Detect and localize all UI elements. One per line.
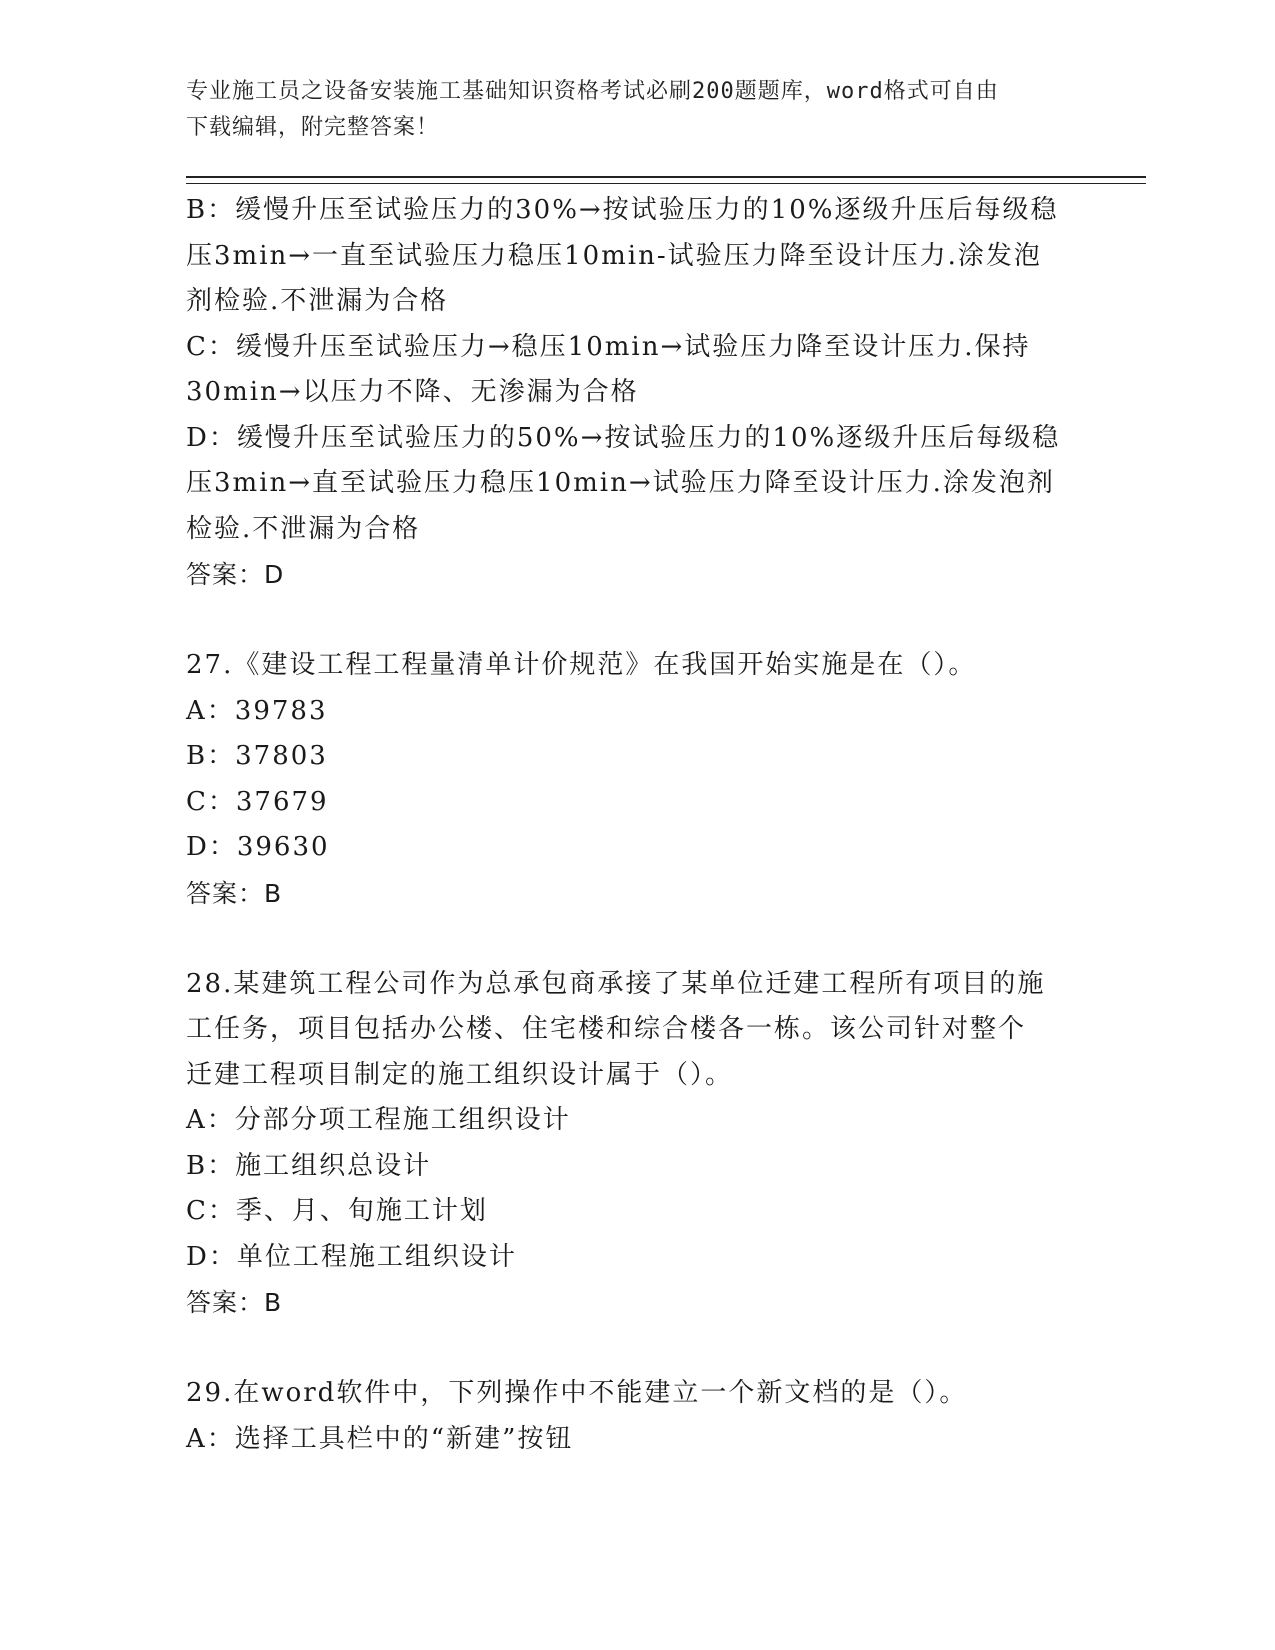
- q27-option-c: C：37679: [186, 786, 329, 817]
- q27-option-a: A：39783: [186, 695, 328, 726]
- spacer: [186, 1326, 1086, 1372]
- q27-option-b: B：37803: [186, 741, 328, 771]
- header-title-line-1: 专业施工员之设备安装施工基础知识资格考试必刷200题题库，word格式可自由: [186, 79, 999, 104]
- q26-option-b-line-3: 剂检验.不泄漏为合格: [186, 286, 449, 316]
- q27-answer: 答案：B: [186, 878, 283, 908]
- q26-option-b-line-2: 压3min→一直至试验压力稳压10min-试验压力降至设计压力.涂发泡: [186, 240, 1042, 271]
- q28-answer: 答案：B: [186, 1288, 283, 1317]
- q26-answer: 答案：D: [186, 560, 285, 589]
- q26-option-b-line-1: B：缓慢升压至试验压力的30%→按试验压力的10%逐级升压后每级稳: [186, 195, 1059, 225]
- q29-question: 29.在word软件中，下列操作中不能建立一个新文档的是（）。: [186, 1378, 968, 1408]
- q28-option-b: B：施工组织总设计: [186, 1150, 432, 1181]
- q28-question-line-3: 迁建工程项目制定的施工组织设计属于（）。: [186, 1059, 734, 1090]
- q29-option-a: A：选择工具栏中的“新建”按钮: [186, 1423, 574, 1454]
- q26-option-d-line-1: D：缓慢升压至试验压力的50%→按试验压力的10%逐级升压后每级稳: [186, 422, 1061, 453]
- q28-question-line-2: 工任务，项目包括办公楼、住宅楼和综合楼各一栋。该公司针对整个: [186, 1014, 1027, 1044]
- question-26-block: [186, 188, 1086, 598]
- question-27-block: [186, 643, 1086, 916]
- spacer: [186, 598, 1086, 644]
- question-29-block: [186, 1371, 1086, 1462]
- q26-option-d-line-3: 检验.不泄漏为合格: [186, 513, 421, 544]
- q26-option-c-line-2: 30min→以压力不降、无渗漏为合格: [186, 377, 639, 407]
- q26-option-d-line-2: 压3min→直至试验压力稳压10min→试验压力降至设计压力.涂发泡剂: [186, 468, 1055, 498]
- q28-option-c: C：季、月、旬施工计划: [186, 1196, 488, 1226]
- q28-option-a: A：分部分项工程施工组织设计: [186, 1105, 571, 1135]
- question-28-block: [186, 962, 1086, 1326]
- q28-option-d: D：单位工程施工组织设计: [186, 1241, 517, 1272]
- header-divider: [186, 176, 1146, 184]
- q27-option-d: D：39630: [186, 832, 330, 862]
- q27-question: 27.《建设工程工程量清单计价规范》在我国开始实施是在（）。: [186, 650, 977, 680]
- header-title-line-2: 下载编辑，附完整答案！: [186, 115, 440, 140]
- page-header: [186, 74, 1086, 146]
- q26-option-c-line-1: C：缓慢升压至试验压力→稳压10min→试验压力降至设计压力.保持: [186, 331, 1031, 362]
- spacer: [186, 916, 1086, 962]
- q28-question-line-1: 28.某建筑工程公司作为总承包商承接了某单位迁建工程所有项目的施: [186, 968, 1046, 999]
- document-body: [186, 188, 1086, 1462]
